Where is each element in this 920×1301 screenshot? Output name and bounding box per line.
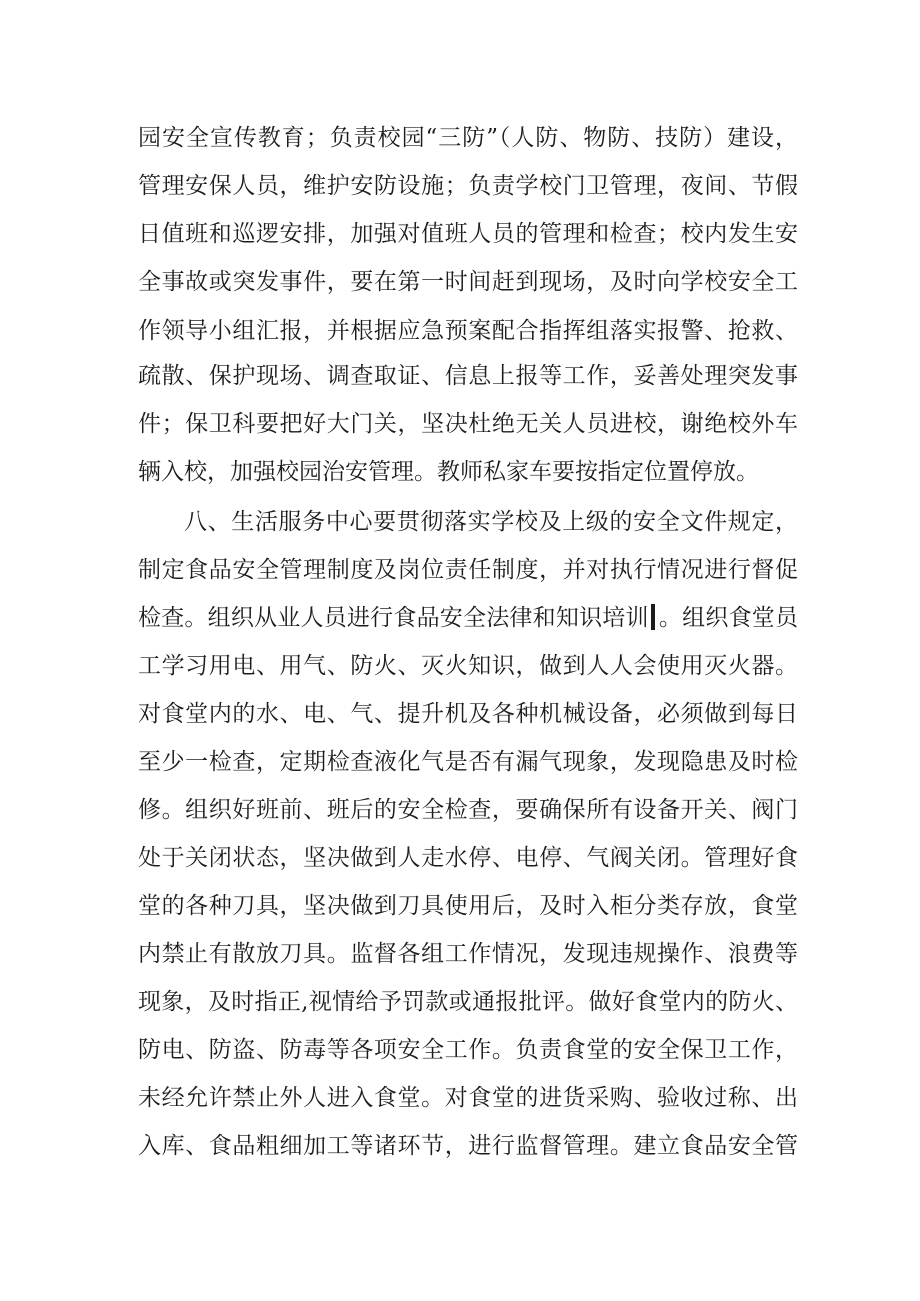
text-line: 未经允许禁止外人进入食堂。对食堂的进货采购、验收过称、出	[138, 1085, 798, 1111]
text-line: 园安全宣传教育；负责校园“三防”（人防、物防、技防）建设，	[138, 125, 798, 151]
text-line: 件；保卫科要把好大门关，坚决杜绝无关人员进校，谢绝校外车	[138, 411, 798, 437]
paragraph-heading-line: 八、生活服务中心要贯彻落实学校及上级的安全文件规定，	[184, 509, 798, 535]
text-line: 管理安保人员，维护安防设施；负责学校门卫管理，夜间、节假	[138, 173, 798, 199]
text-line: 现象，及时指正,视情给予罚款或通报批评。做好食堂内的防火、	[138, 989, 798, 1015]
text-line: 至少一检查，定期检查液化气是否有漏气现象，发现隐患及时检	[138, 749, 798, 775]
text-line: 日值班和巡逻安排，加强对值班人员的管理和检查；校内发生安	[138, 221, 798, 247]
text-segment: 检查。组织从业人员进行食品安全法律和知识培训	[138, 605, 649, 631]
text-line: 对食堂内的水、电、气、提升机及各种机械设备，必须做到每日	[138, 701, 798, 727]
text-line: 堂的各种刀具，坚决做到刀具使用后，及时入柜分类存放，食堂	[138, 893, 798, 919]
text-line: 辆入校，加强校园治安管理。教师私家车要按指定位置停放。	[138, 459, 759, 485]
text-cursor-mark	[651, 604, 655, 630]
text-line	[138, 598, 798, 638]
text-line: 内禁止有散放刀具。监督各组工作情况，发现违规操作、浪费等	[138, 941, 798, 967]
text-line: 防电、防盗、防毒等各项安全工作。负责食堂的安全保卫工作，	[138, 1037, 798, 1063]
text-line: 工学习用电、用气、防火、灭火知识，做到人人会使用灭火器。	[138, 653, 798, 679]
text-line: 作领导小组汇报，并根据应急预案配合指挥组落实报警、抢救、	[138, 318, 798, 344]
text-line: 疏散、保护现场、调查取证、信息上报等工作，妥善处理突发事	[138, 363, 798, 389]
text-line: 入库、食品粗细加工等诸环节，进行监督管理。建立食品安全管	[138, 1133, 798, 1159]
text-line: 制定食品安全管理制度及岗位责任制度，并对执行情况进行督促	[138, 557, 798, 583]
text-line: 修。组织好班前、班后的安全检查，要确保所有设备开关、阀门	[138, 797, 798, 823]
text-segment: 。组织食堂员	[658, 605, 799, 631]
text-line: 全事故或突发事件，要在第一时间赶到现场，及时向学校安全工	[138, 269, 798, 295]
text-line: 处于关闭状态，坚决做到人走水停、电停、气阀关闭。管理好食	[138, 845, 798, 871]
